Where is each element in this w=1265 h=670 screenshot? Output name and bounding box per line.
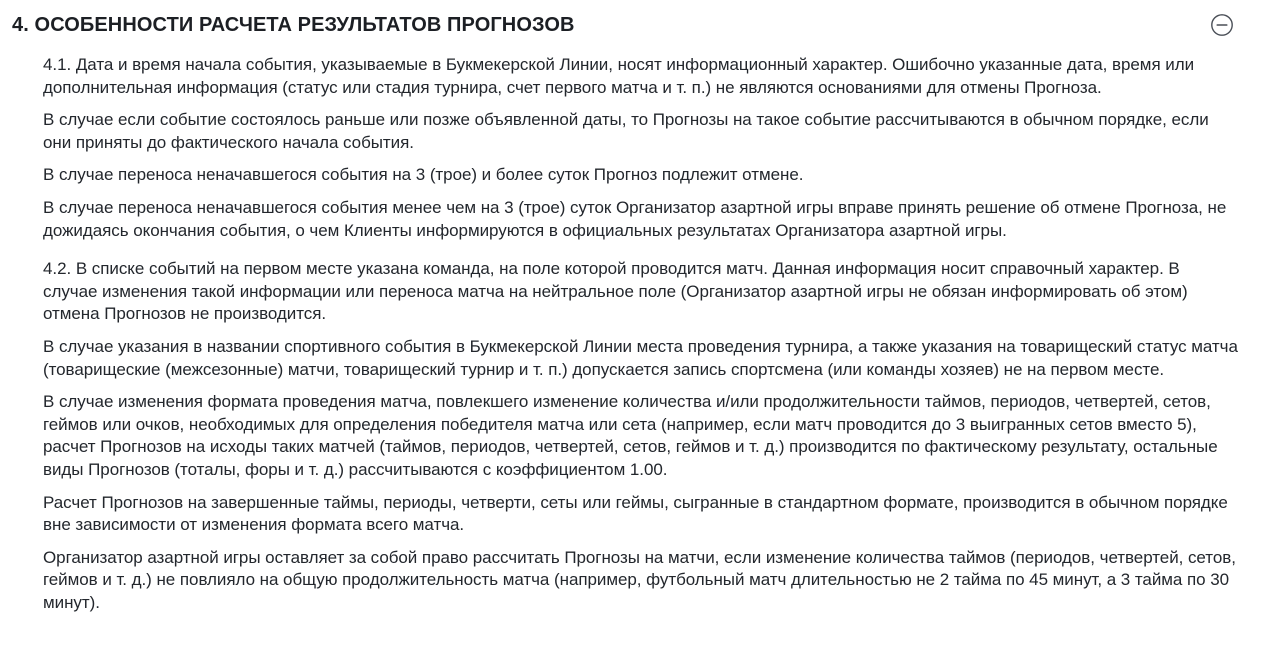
paragraph-format-change: В случае изменения формата проведения матча, повлекшего изменение количества и/или продолжительности таймов, периодов, четвертей, сетов, геймов или очков, необходимых для определения победителя матча или сета (например, если матч проводится до 3 выигранных сетов вместо 5), расчет Прогнозов на исходы таких матчей (таймов, периодов, четвертей, сетов, геймов и т. д.) производится по фактическому результату, остальные виды Прогнозов (тоталы, форы и т. д.) рассчитываются с коэффициентом 1.00. [43, 392, 1218, 479]
paragraph-friendly-match: В случае указания в названии спортивного события в Букмекерской Линии места проведения турнира, а также указания на товарищеский статус матча (товарищеские (межсезонные) матчи, товарищеский турнир и т. п.) допускается запись спортсмена (или команды хозяев) не на первом месте. [43, 336, 1238, 379]
minus-circle-icon [1210, 13, 1234, 37]
section-header[interactable] [12, 12, 1234, 40]
paragraph-postponed-3-days: В случае переноса неначавшегося события на 3 (трое) и более суток Прогноз подлежит отмене. [43, 165, 804, 185]
paragraph-organizer-right: Организатор азартной игры оставляет за собой право рассчитать Прогнозы на матчи, если изменение количества таймов (периодов, четвертей, сетов, геймов и т. д.) не повлияло на общую продолжительность матча (например, футбольный матч длительностью не 2 тайма по 45 минут, а 3 тайма по 30 минут). [43, 547, 1236, 612]
collapse-button[interactable] [1210, 13, 1234, 37]
section-title: 4. ОСОБЕННОСТИ РАСЧЕТА РЕЗУЛЬТАТОВ ПРОГНОЗОВ [12, 14, 575, 36]
section-content [43, 54, 1238, 624]
paragraph-early-late-event: В случае если событие состоялось раньше или позже объявленной даты, то Прогнозы на такое событие рассчитываются в обычном порядке, если они приняты до фактического начала события. [43, 110, 1209, 152]
paragraph-4-1: 4.1. Дата и время начала события, указываемые в Букмекерской Линии, носят информационный характер. Ошибочно указанные дата, время или дополнительная информация (статус или стадия турнира, счет первого матча и т. п.) не являются основаниями для отмены Прогноза. [43, 55, 1195, 97]
paragraph-4-2: 4.2. В списке событий на первом месте указана команда, на поле которой проводится матч. Данная информация носит справочный характер. В случае изменения такой информации или переноса матча на нейтральное поле (Организатор азартной игры не обязан информировать об этом) отмена Прогнозов не производится. [43, 259, 1188, 324]
paragraph-postponed-less-3-days: В случае переноса неначавшегося события менее чем на 3 (трое) суток Организатор азартной игры вправе принять решение об отмене Прогноза, не дожидаясь окончания события, о чем Клиенты информируются в официальных результатах Организатора азартной игры. [43, 197, 1227, 240]
paragraph-completed-periods: Расчет Прогнозов на завершенные таймы, периоды, четверти, сеты или геймы, сыгранные в стандартном формате, производится в обычном порядке вне зависимости от изменения формата всего матча. [43, 492, 1228, 535]
